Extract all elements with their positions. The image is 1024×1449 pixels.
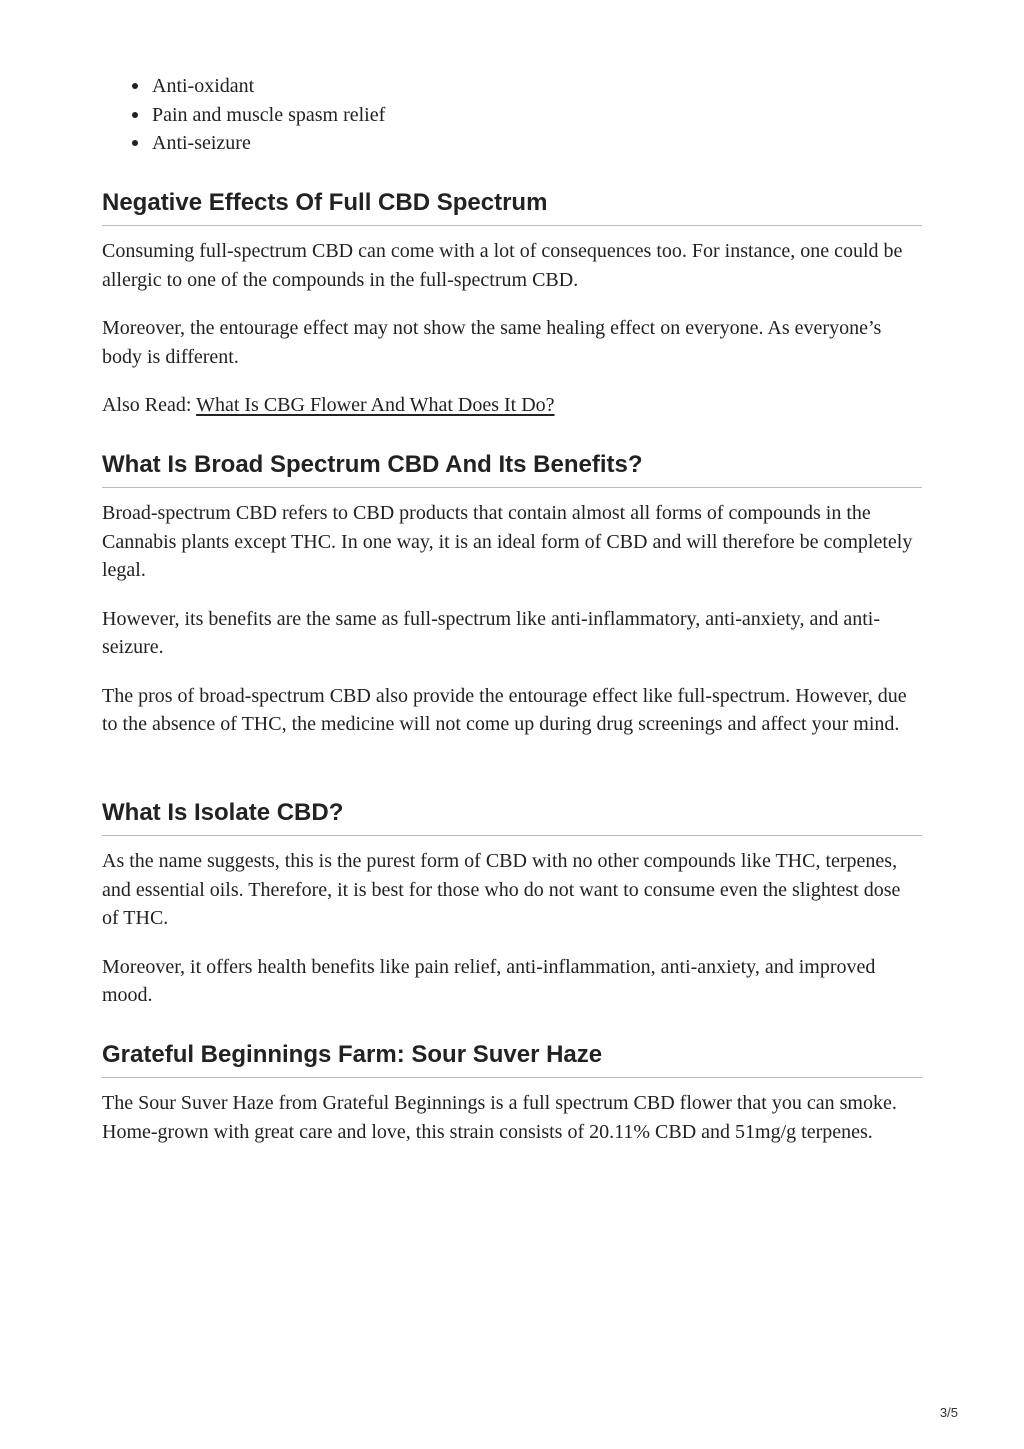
section-heading: What Is Isolate CBD?	[102, 798, 922, 836]
section-heading: Grateful Beginnings Farm: Sour Suver Haze	[102, 1040, 922, 1078]
paragraph: The pros of broad-spectrum CBD also provide the entourage effect like full-spectrum. However, due to the absence of THC, the medicine will not come up during drug screenings and affect your mind.	[102, 684, 907, 735]
section-heading: Negative Effects Of Full CBD Spectrum	[102, 188, 922, 226]
list-item: Pain and muscle spasm relief	[132, 101, 385, 130]
section-grateful-beginnings	[102, 1040, 922, 1146]
paragraph: As the name suggests, this is the purest form of CBD with no other compounds like THC, terpenes, and essential oils. Therefore, it is best for those who do not want to consume even the slightest dose of THC.	[102, 850, 901, 929]
benefits-list	[132, 72, 385, 158]
section-broad-spectrum	[102, 450, 922, 739]
paragraph: Broad-spectrum CBD refers to CBD products that contain almost all forms of compounds in the Cannabis plants except THC. In one way, it is an ideal form of CBD and will therefore be completely legal.	[102, 502, 913, 581]
paragraph: Consuming full-spectrum CBD can come with a lot of consequences too. For instance, one could be allergic to one of the compounds in the full-spectrum CBD.	[102, 240, 903, 291]
list-item: Anti-seizure	[132, 129, 385, 158]
also-read-line	[102, 391, 922, 420]
also-read-prefix: Also Read:	[102, 394, 197, 416]
paragraph: Moreover, it offers health benefits like pain relief, anti-inflammation, anti-anxiety, and improved mood.	[102, 955, 876, 1006]
list-item: Anti-oxidant	[132, 72, 385, 101]
paragraph: The Sour Suver Haze from Grateful Beginnings is a full spectrum CBD flower that you can smoke. Home-grown with great care and love, this strain consists of 20.11% CBD and 51mg/g terpenes.	[102, 1092, 897, 1143]
section-heading: What Is Broad Spectrum CBD And Its Benefits?	[102, 450, 922, 488]
page-number: 3/5	[939, 1405, 958, 1420]
paragraph: However, its benefits are the same as full-spectrum like anti-inflammatory, anti-anxiety, and anti-seizure.	[102, 607, 880, 658]
paragraph: Moreover, the entourage effect may not show the same healing effect on everyone. As everyone’s body is different.	[102, 317, 882, 368]
section-isolate-cbd	[102, 798, 922, 1010]
also-read-link[interactable]: What Is CBG Flower And What Does It Do?	[196, 394, 555, 416]
section-negative-effects	[102, 188, 922, 420]
